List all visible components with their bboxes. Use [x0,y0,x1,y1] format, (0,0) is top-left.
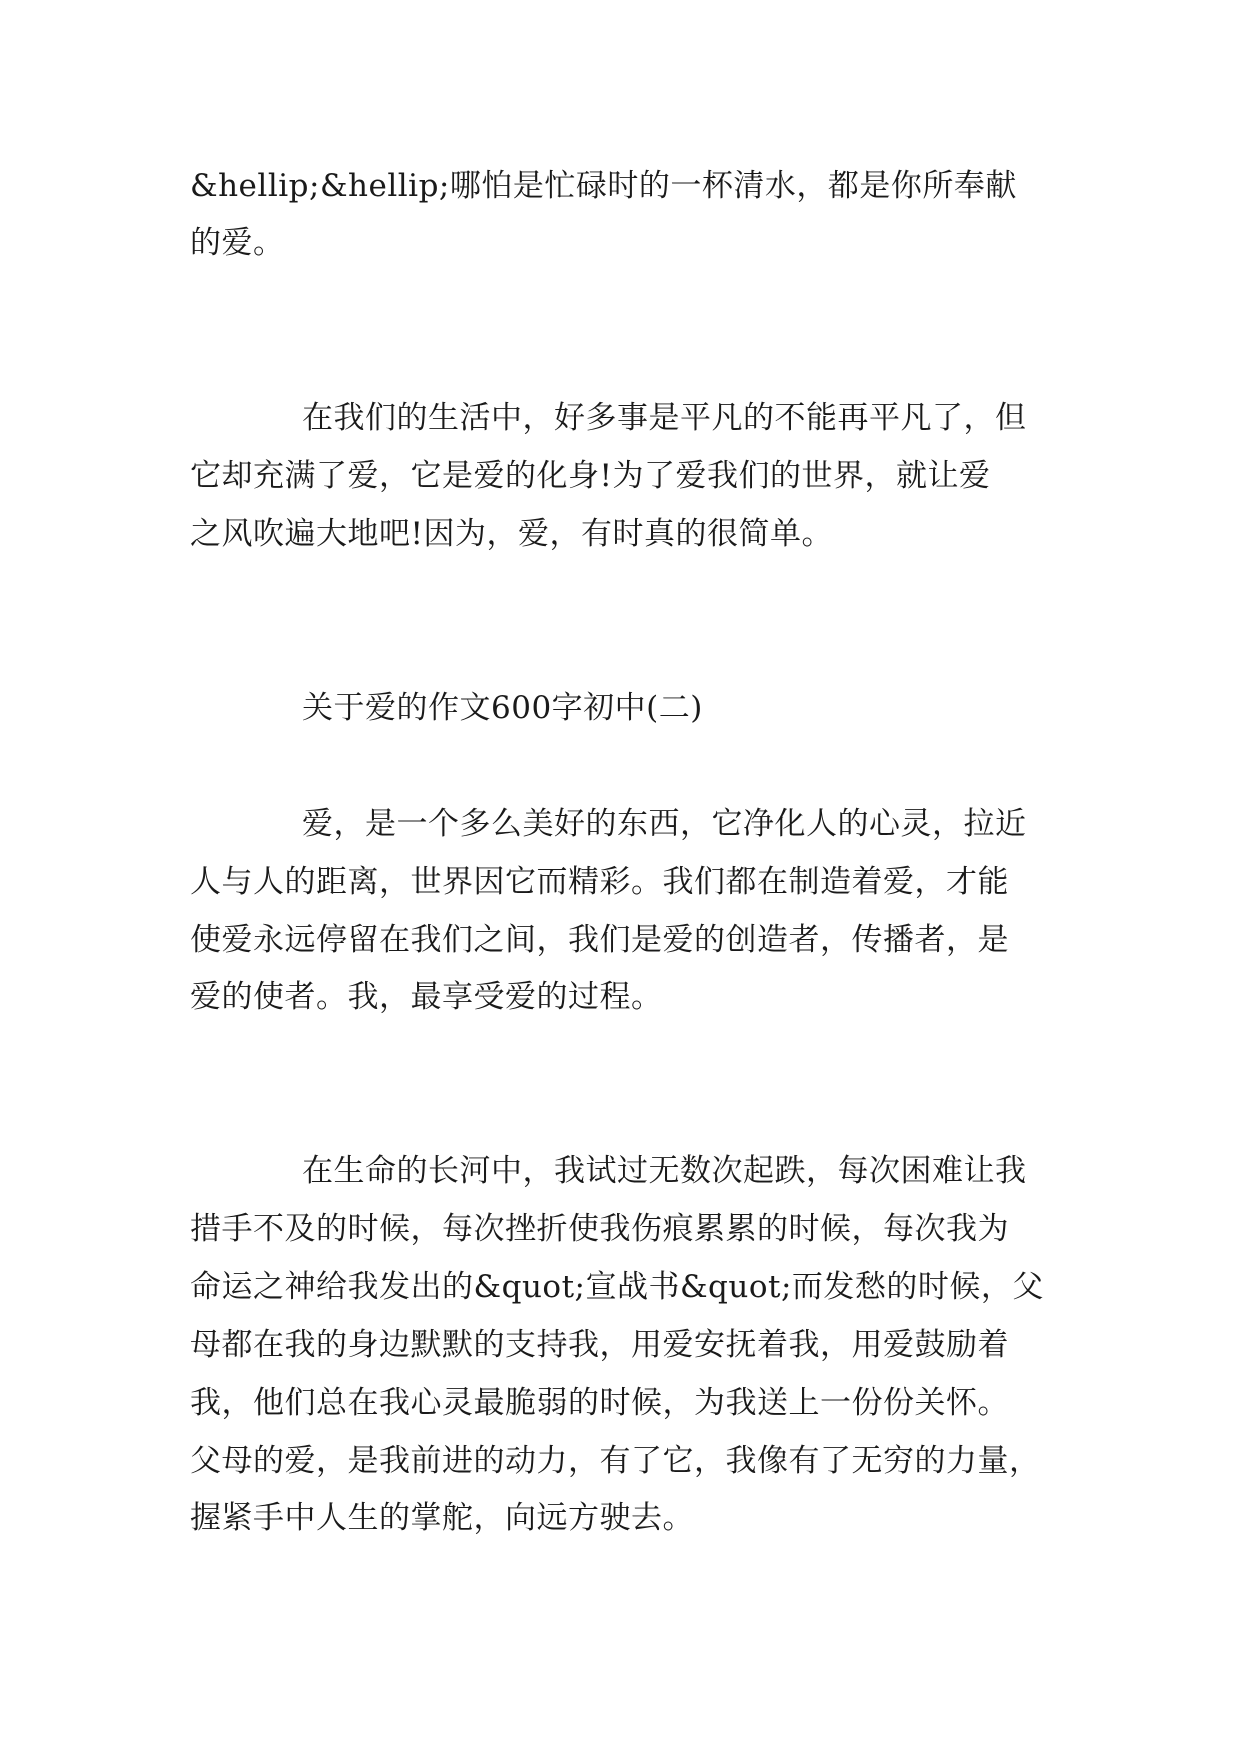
text-line: 人与人的距离，世界因它而精彩。我们都在制造着爱，才能 [190,864,1009,900]
text-line: 它却充满了爱，它是爱的化身!为了爱我们的世界，就让爱 [190,458,991,494]
text-line: 措手不及的时候，每次挫折使我伤痕累累的时候，每次我为 [190,1211,1009,1247]
text-line: &hellip;&hellip;哪怕是忙碌时的一杯清水，都是你所奉献 [190,168,1017,204]
text-line: 的爱。 [190,225,285,261]
text-line: 爱的使者。我，最享受爱的过程。 [190,979,663,1015]
text-line: 使爱永远停留在我们之间，我们是爱的创造者，传播者，是 [190,922,1009,958]
text-line: 之风吹遍大地吧!因为，爱，有时真的很简单。 [190,516,833,552]
text-line: 父母的爱，是我前进的动力，有了它，我像有了无穷的力量， [190,1443,1041,1479]
text-line: 在我们的生活中，好多事是平凡的不能再平凡了，但 [302,400,1027,436]
text-line: 爱，是一个多么美好的东西，它净化人的心灵，拉近 [302,806,1027,842]
text-line: 我，他们总在我心灵最脆弱的时候，为我送上一份份关怀。 [190,1385,1009,1421]
section-title: 关于爱的作文600字初中(二) [302,690,703,726]
text-line: 母都在我的身边默默的支持我，用爱安抚着我，用爱鼓励着 [190,1327,1009,1363]
text-line: 在生命的长河中，我试过无数次起跌，每次困难让我 [302,1153,1027,1189]
text-line: 命运之神给我发出的&quot;宣战书&quot;而发愁的时候，父 [190,1269,1044,1305]
text-line: 握紧手中人生的掌舵，向远方驶去。 [190,1500,694,1536]
